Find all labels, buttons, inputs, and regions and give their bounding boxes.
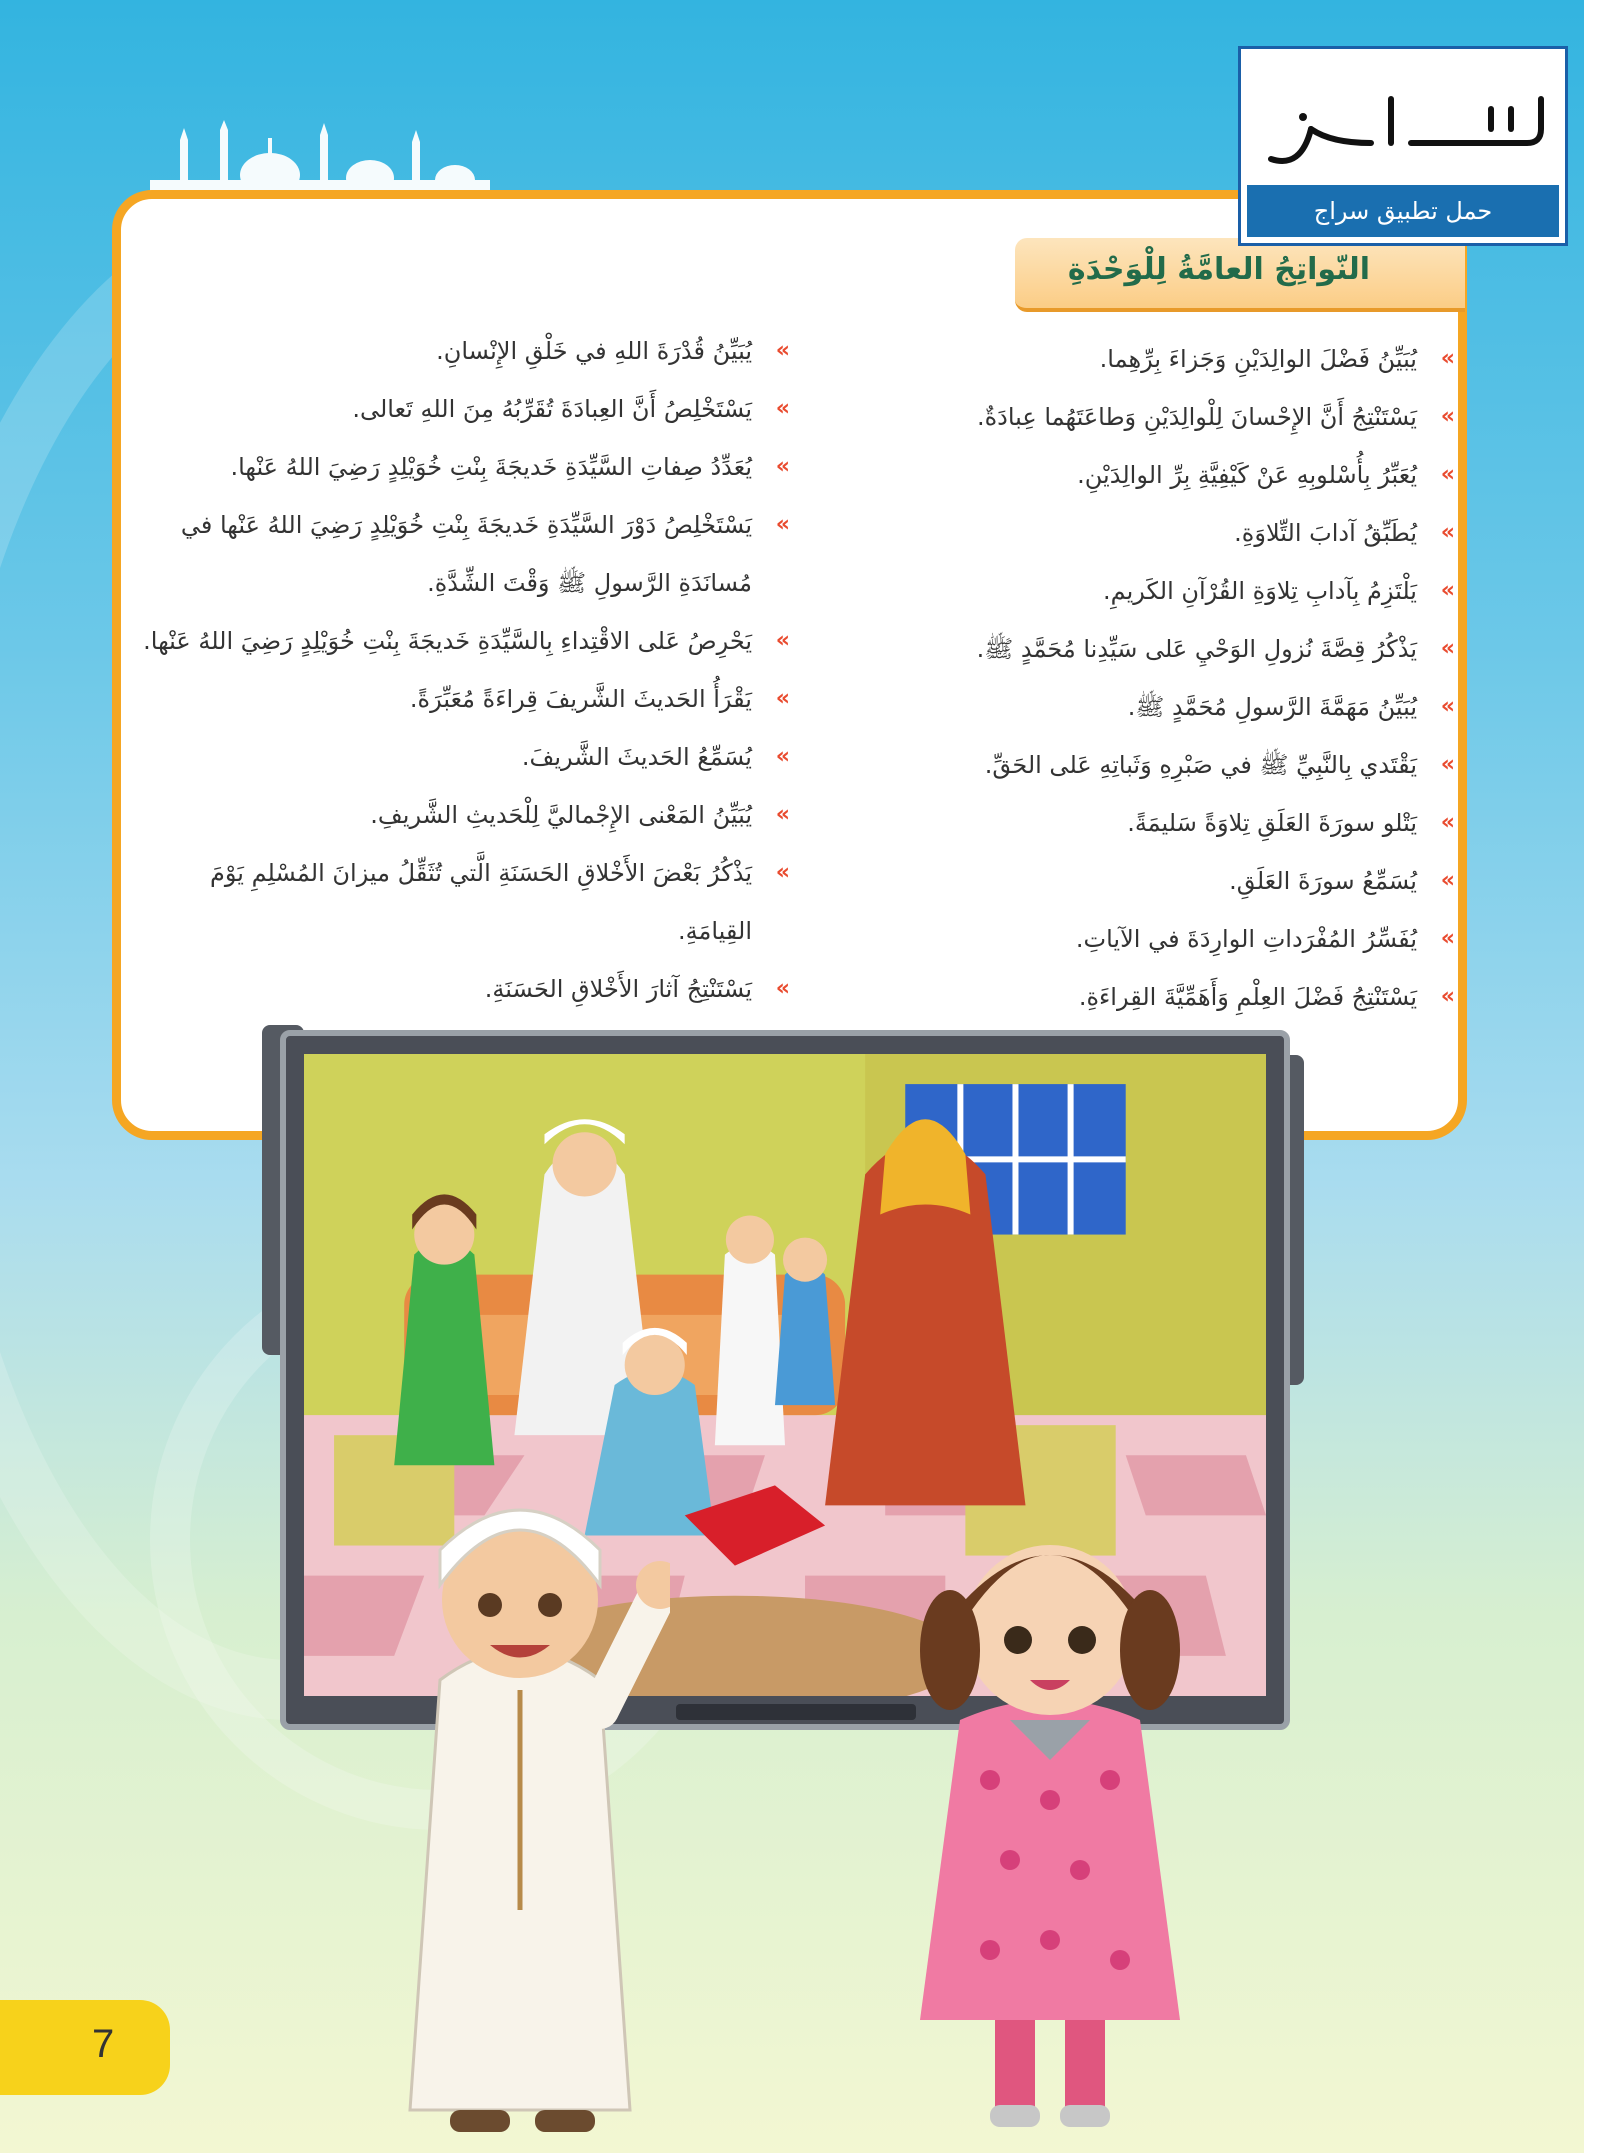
outcome-text: يَلْتَزِمُ بِآدابِ تِلاوَةِ القُرْآنِ الكَريمِ. (1102, 577, 1417, 605)
bullet-icon: » (775, 512, 790, 537)
bullet-icon: » (1440, 404, 1455, 429)
list-item (880, 562, 1455, 620)
outcome-text: يَحْرِصُ عَلى الاقْتِداءِ بِالسَّيِّدَةِ خَديجَةَ بِنْتِ خُوَيْلِدٍ رَضِيَ اللهُ عَنْها. (143, 627, 752, 655)
list-item (880, 620, 1455, 678)
brand-logo (1238, 46, 1568, 246)
section-title-tab (1015, 238, 1465, 312)
bullet-icon: » (1440, 636, 1455, 661)
outcome-text: يَسْتَخْلِصُ أَنَّ العِبادَةَ تُقَرِّبُهُ مِنَ اللهِ تَعالى. (352, 395, 752, 423)
outcome-text: يُبَيِّنُ مَهَمَّةَ الرَّسولِ مُحَمَّدٍ ﷺ. (1127, 693, 1417, 721)
outcome-text: يُبَيِّنُ فَضْلَ الوالِدَيْنِ وَجَزاءَ بِرِّهِما. (1099, 345, 1417, 373)
list-item (880, 678, 1455, 736)
list-item (140, 786, 790, 844)
list-item (880, 910, 1455, 968)
outcome-text: يُبَيِّنُ قُدْرَةَ اللهِ في خَلْقِ الإِنْسانِ. (436, 337, 752, 365)
list-item (880, 330, 1455, 388)
list-item (140, 322, 790, 380)
outcomes-list-right (880, 330, 1455, 1026)
bullet-icon: » (1440, 810, 1455, 835)
page-number: 7 (92, 2022, 115, 2066)
bullet-icon: » (775, 744, 790, 769)
section-title: النّواتِجُ العامَّةُ لِلْوَحْدَةِ (1067, 252, 1370, 287)
bullet-icon: » (775, 454, 790, 479)
list-item (880, 736, 1455, 794)
outcome-text: يَذْكُرُ بَعْضَ الأَخْلاقِ الحَسَنَةِ الَّتي تُثَقِّلُ ميزانَ المُسْلِمِ يَوْمَ القِيامَةِ. (210, 859, 752, 945)
brand-tagline: حمل تطبيق سراج (1247, 185, 1559, 237)
outcome-text: يَسْتَنْتِجُ أَنَّ الإِحْسانَ لِلْوالِدَيْنِ وَطاعَتَهُما عِبادَةٌ. (976, 403, 1417, 431)
bullet-icon: » (1440, 462, 1455, 487)
list-item (140, 438, 790, 496)
bullet-icon: » (1440, 520, 1455, 545)
list-item (140, 612, 790, 670)
outcome-text: يُعَدِّدُ صِفاتِ السَّيِّدَةِ خَديجَةَ بِنْتِ خُوَيْلِدٍ رَضِيَ اللهُ عَنْها. (230, 453, 752, 481)
list-item (880, 446, 1455, 504)
bullet-icon: » (775, 396, 790, 421)
bullet-icon: » (1440, 752, 1455, 777)
list-item (140, 844, 790, 960)
bullet-icon: » (775, 802, 790, 827)
bullet-icon: » (775, 628, 790, 653)
bullet-icon: » (775, 860, 790, 885)
outcome-text: يَسْتَنْتِجُ فَضْلَ العِلْمِ وَأَهَمِّيَّةَ القِراءَةِ. (1078, 983, 1417, 1011)
outcome-text: يُسَمِّعُ الحَديثَ الشَّريفَ. (521, 743, 752, 771)
list-item (140, 728, 790, 786)
bullet-icon: » (775, 976, 790, 1001)
list-item (140, 960, 790, 1018)
outcome-text: يَقْتَدي بِالنَّبِيِّ ﷺ في صَبْرِهِ وَثَباتِهِ عَلى الحَقِّ. (984, 751, 1417, 779)
list-item (880, 852, 1455, 910)
outcome-text: يُطَبِّقُ آدابَ التِّلاوَةِ. (1234, 519, 1417, 547)
bullet-icon: » (1440, 984, 1455, 1009)
page-number-badge (0, 2000, 170, 2095)
brand-wordmark-logo (1241, 59, 1565, 179)
outcomes-list-left (140, 322, 790, 1018)
bullet-icon: » (775, 686, 790, 711)
bullet-icon: » (1440, 346, 1455, 371)
outcome-text: يَقْرَأُ الحَديثَ الشَّريفَ قِراءَةً مُعَبِّرَةً. (409, 685, 752, 713)
list-item (140, 670, 790, 728)
page-edge (1584, 0, 1600, 2153)
list-item (880, 968, 1455, 1026)
outcome-text: يَسْتَنْتِجُ آثارَ الأَخْلاقِ الحَسَنَةِ. (484, 975, 752, 1003)
outcome-text: يَتْلو سورَةَ العَلَقِ تِلاوَةً سَليمَةً. (1127, 809, 1417, 837)
outcome-text: يُفَسِّرُ المُفْرَداتِ الوارِدَةَ في الآياتِ. (1075, 925, 1417, 953)
outcome-text: يَسْتَخْلِصُ دَوْرَ السَّيِّدَةِ خَديجَةَ بِنْتِ خُوَيْلِدٍ رَضِيَ اللهُ عَنْها في مُسانَدَةِ الرَّسولِ ﷺ وَقْتَ الشِّدَّةِ. (180, 511, 752, 597)
bullet-icon: » (1440, 868, 1455, 893)
outcome-text: يُعَبِّرُ بِأُسْلوبِهِ عَنْ كَيْفِيَّةِ بِرِّ الوالِدَيْنِ. (1077, 461, 1417, 489)
outcome-text: يُسَمِّعُ سورَةَ العَلَقِ. (1229, 867, 1417, 895)
list-item (140, 380, 790, 438)
bullet-icon: » (775, 338, 790, 363)
list-item (880, 388, 1455, 446)
list-item (880, 794, 1455, 852)
boy-character-illustration (370, 1480, 670, 2140)
outcome-text: يُبَيِّنُ المَعْنى الإِجْماليَّ لِلْحَديثِ الشَّريفِ. (370, 801, 752, 829)
girl-character-illustration (900, 1500, 1200, 2140)
smartboard-tray (676, 1704, 916, 1720)
bullet-icon: » (1440, 694, 1455, 719)
outcome-text: يَذْكُرُ قِصَّةَ نُزولِ الوَحْيِ عَلى سَيِّدِنا مُحَمَّدٍ ﷺ. (976, 635, 1417, 663)
bullet-icon: » (1440, 926, 1455, 951)
list-item (880, 504, 1455, 562)
list-item (140, 496, 790, 612)
bullet-icon: » (1440, 578, 1455, 603)
